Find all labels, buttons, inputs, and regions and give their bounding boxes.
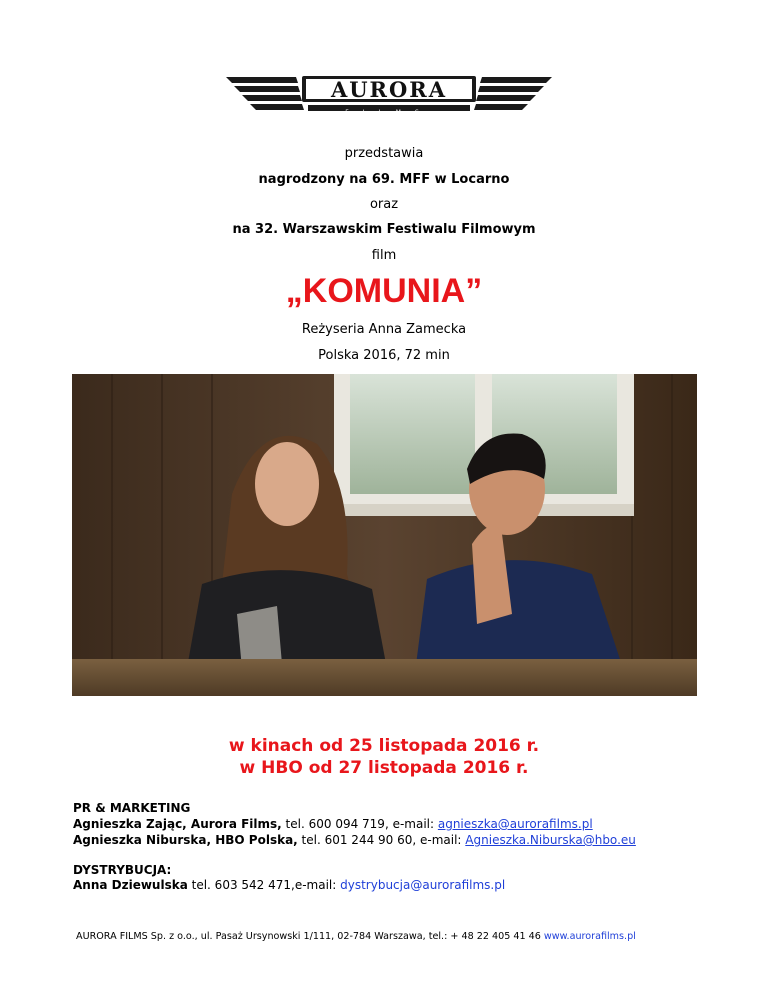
film-still-photo — [72, 374, 697, 696]
contact-details: tel. 601 244 90 60, e-mail: — [297, 833, 466, 847]
and-text: oraz — [369, 197, 399, 212]
website-link[interactable]: www.aurorafilms.pl — [543, 931, 636, 942]
contact-name: Agnieszka Zając, Aurora Films, — [73, 817, 282, 831]
film-title: „KOMUNIA” — [285, 272, 483, 310]
pr-contact-2 — [73, 832, 636, 848]
logo-brand-text: AURORA — [330, 77, 448, 102]
aurora-films-logo — [226, 74, 552, 116]
country-year-runtime: Polska 2016, 72 min — [318, 348, 450, 363]
hbo-release: w HBO od 27 listopada 2016 r. — [239, 758, 529, 778]
distribution-contact — [73, 877, 505, 893]
contact-details: tel. 603 542 471,e-mail: — [187, 878, 341, 892]
logo-sub-text: FILMS — [345, 109, 433, 116]
footer — [76, 931, 636, 943]
distribution-heading: DYSTRYBUCJA: — [73, 863, 172, 877]
award-locarno: nagrodzony na 69. MFF w Locarno — [258, 172, 510, 187]
email-link[interactable]: agnieszka@aurorafilms.pl — [437, 817, 593, 831]
contact-details: tel. 600 094 719, e-mail: — [281, 817, 438, 831]
email-link[interactable]: Agnieszka.Niburska@hbo.eu — [465, 833, 636, 847]
contact-name: Agnieszka Niburska, HBO Polska, — [73, 833, 298, 847]
email-link[interactable]: dystrybucja@aurorafilms.pl — [340, 878, 506, 892]
pr-heading: PR & MARKETING — [73, 801, 191, 815]
cinema-release: w kinach od 25 listopada 2016 r. — [228, 736, 540, 756]
film-text: film — [371, 248, 397, 263]
pr-contact-1 — [73, 816, 593, 832]
footer-address: AURORA FILMS Sp. z o.o., ul. Pasaż Ursynowski 1/111, 02-784 Warszawa, tel.: + 48 22 405 41 46 — [76, 931, 544, 942]
presents-text: przedstawia — [344, 146, 424, 161]
director-credit: Reżyseria Anna Zamecka — [301, 322, 467, 337]
award-warsaw: na 32. Warszawskim Festiwalu Filmowym — [232, 222, 536, 237]
contact-name: Anna Dziewulska — [73, 878, 188, 892]
